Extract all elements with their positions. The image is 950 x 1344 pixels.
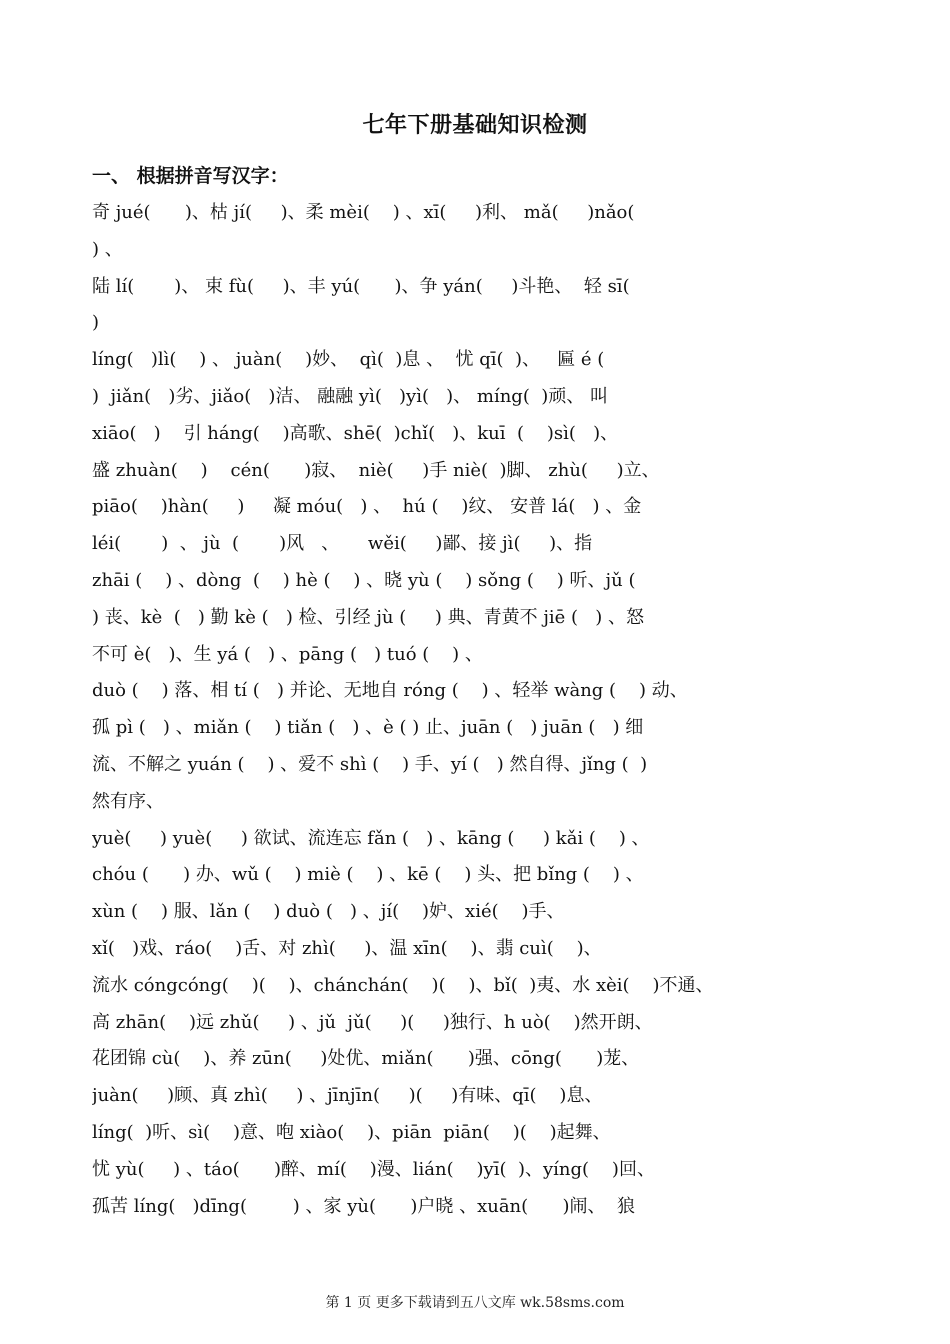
exercise-line: 陆 lí( )、 束 fù( )、丰 yú( )、争 yán( )斗艳、 轻 sī( [92,275,630,297]
exercise-line: 花团锦 cù( )、养 zūn( )处优、miǎn( )强、cōng( )茏、 [92,1048,640,1070]
exercise-line: 流水 cóngcóng( )( )、chánchán( )( )、bǐ( )夷、水 xèi( )不通、 [92,974,714,996]
exercise-line: zhāi ( ) 、dòng ( ) hè ( ) 、晓 yù ( ) sǒng ( ) 听、jǔ ( [92,569,636,591]
exercise-line: ) [92,312,100,334]
exercise-line: 奇 jué( )、枯 jí( )、柔 mèi( ) 、xī( )利、 mǎ( )nǎo( [92,202,635,223]
exercise-line: líng( )听、sì( )意、咆 xiào( )、piān piān( )( )起舞、 [92,1121,611,1143]
exercise-line: 流、不解之 yuán ( ) 、爱不 shì ( ) 手、yí ( ) 然自得、jǐng ( ) [92,753,648,775]
exercise-line: ) 丧、kè ( ) 勤 kè ( ) 检、引经 jù ( ) 典、青黄不 jiē ( ) 、怒 [92,606,644,628]
exercise-lines [92,195,882,1225]
exercise-line: xùn ( ) 服、lǎn ( ) duò ( ) 、jí( )妒、xié( )手、 [92,901,565,923]
exercise-line: ) jiǎn( )劣、jiǎo( )洁、 融融 yì( )yì( )、 míng( )顽、 叫 [92,385,609,407]
page-footer: 第 1 页 更多下载请到五八文库 wk.58sms.com [325,1295,625,1311]
section-heading: 一、 根据拼音写汉字： [92,165,289,187]
exercise-line: piāo( )hàn( ) 凝 móu( ) 、 hú ( )纹、 安普 lá( ) 、金 [92,496,642,518]
page-title: 七年下册基础知识检测 [362,113,588,138]
exercise-line: 忧 yù( ) 、táo( )醉、mí( )漫、lián( )yī( )、yíng( )回、 [92,1158,655,1180]
exercise-line: 不可 è( )、生 yá ( ) 、pāng ( ) tuó ( ) 、 [92,643,483,665]
exercise-line: duò ( ) 落、相 tí ( ) 并论、无地自 róng ( ) 、轻举 wàng ( ) 动、 [92,680,688,702]
exercise-line: 盛 zhuàn( ) cén( )寂、 niè( )手 niè( )脚、 zhù( )立、 [92,459,660,481]
exercise-line: ) 、 [92,238,123,260]
exercise-line: xiāo( ) 引 háng( )高歌、shē( )chǐ( )、kuī ( )sì( )、 [92,422,619,444]
exercise-line: 然有序、 [92,790,164,812]
exercise-line: juàn( )顾、真 zhì( ) 、jīnjīn( )( )有味、qī( )息、 [92,1085,603,1107]
exercise-line: 孤 pì ( ) 、miǎn ( ) tiǎn ( ) 、è ( ) 止、juān ( ) juān ( ) 细 [92,717,644,739]
exercise-line: xǐ( )戏、ráo( )舌、对 zhì( )、温 xīn( )、翡 cuì( )、 [92,937,602,959]
exercise-line: chóu ( ) 办、wǔ ( ) miè ( ) 、kē ( ) 头、把 bǐng ( ) 、 [92,864,644,886]
exercise-line: líng( )lì( ) 、 juàn( )妙、 qì( )息 、 忧 qī( )、 匾 é ( [92,349,605,371]
exercise-line: léi( ) 、 jù ( )风 、 wěi( )鄙、接 jì( )、指 [92,533,593,555]
exercise-line: 孤苦 líng( )dīng( ) 、家 yù( )户晓 、xuān( )闹、 狼 [92,1195,635,1217]
exercise-line: 高 zhān( )远 zhǔ( ) 、jǔ jǔ( )( )独行、h uò( )然开朗、 [92,1011,653,1033]
exercise-line: yuè( ) yuè( ) 欲试、流连忘 fǎn ( ) 、kāng ( ) kǎi ( ) 、 [92,827,650,849]
